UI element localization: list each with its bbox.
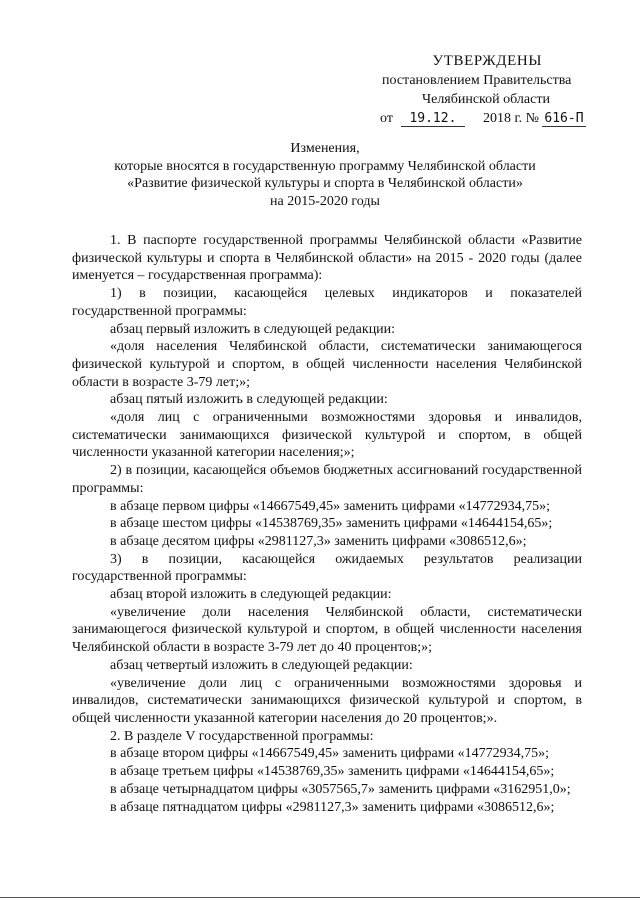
approval-date-line [380,109,602,128]
paragraph-14: абзац четвертый изложить в следующей редакции: [110,657,413,673]
document-heading [70,140,580,210]
paragraph-11: 3) в позиции, касающейся ожидаемых результатов реализации государственной программы: [72,551,582,585]
handwritten-date: 19.12. [401,112,465,127]
paragraph-15: «увеличение доли лиц с ограниченными возможностями здоровья и инвалидов, систематически занимающихся физической культурой и спортом, в общей численности указанной категории населения до 20 процентов;». [72,675,582,726]
paragraph-18: в абзаце третьем цифры «14538769,35» заменить цифрами «14644154,65»; [110,764,555,780]
date-prefix: от [380,111,393,126]
approval-line-resolution: постановлением Правительства [382,73,572,88]
paragraph-12: абзац второй изложить в следующей редакции: [110,587,392,603]
paragraph-17: в абзаце втором цифры «14667549,45» заменить цифрами «14772934,75»; [110,746,549,762]
paragraph-1: 1. В паспорте государственной программы Челябинской области «Развитие физической культуры и спорта в Челябинской области» на 2015 - 2020 годы (далее именуется – государственная программа): [72,233,582,284]
document-body [72,232,582,816]
paragraph-6: «доля лиц с ограниченными возможностями здоровья и инвалидов, систематически занимающихся физической культурой и спортом, в общей численности указанной категории населения;»; [72,410,582,461]
approval-title: УТВЕРЖДЕНЫ [432,53,542,69]
paragraph-13: «увеличение доли населения Челябинской области, систематически занимающегося физической культурой и спортом, в общей численности населения Челябинской области в возрасте 3-79 лет до 40 процентов;»; [72,604,582,656]
paragraph-20: в абзаце пятнадцатом цифры «2981127,3» заменить цифрами «3086512,6»; [110,799,555,815]
paragraph-2: 1) в позиции, касающейся целевых индикаторов и показателей государственной программы: [72,286,582,319]
paragraph-19: в абзаце четырнадцатом цифры «3057565,7» заменить цифрами «3162951,0»; [110,781,571,797]
page-bottom-rule [0,897,640,898]
paragraph-5: абзац пятый изложить в следующей редакции: [110,392,388,408]
paragraph-4: «доля населения Челябинской области, систематически занимающегося физической культурой и спортом, в общей численности населения Челябинской области в возрасте 3-79 лет;»; [72,339,582,390]
paragraph-16: 2. В разделе V государственной программы: [110,728,374,744]
heading-line-3: «Развитие физической культуры и спорта в Челябинской области» [127,176,523,191]
paragraph-9: в абзаце шестом цифры «14538769,35» заменить цифрами «14644154,65»; [110,516,553,532]
handwritten-number: 616-П [542,112,586,127]
approval-line-region: Челябинской области [422,92,550,107]
heading-line-2: которые вносятся в государственную программу Челябинской области [114,158,536,174]
paragraph-10: в абзаце десятом цифры «2981127,3» заменить цифрами «3086512,6»; [110,533,527,549]
year-text: 2018 г. № [482,111,539,126]
paragraph-8: в абзаце первом цифры «14667549,45» заменить цифрами «14772934,75»; [110,498,550,514]
paragraph-3: абзац первый изложить в следующей редакции: [110,321,396,337]
heading-line-1: Изменения, [290,141,360,156]
paragraph-7: 2) в позиции, касающейся объемов бюджетных ассигнований государственной программы: [72,463,582,496]
approval-block [380,52,602,128]
heading-line-4: на 2015-2020 годы [270,193,380,209]
